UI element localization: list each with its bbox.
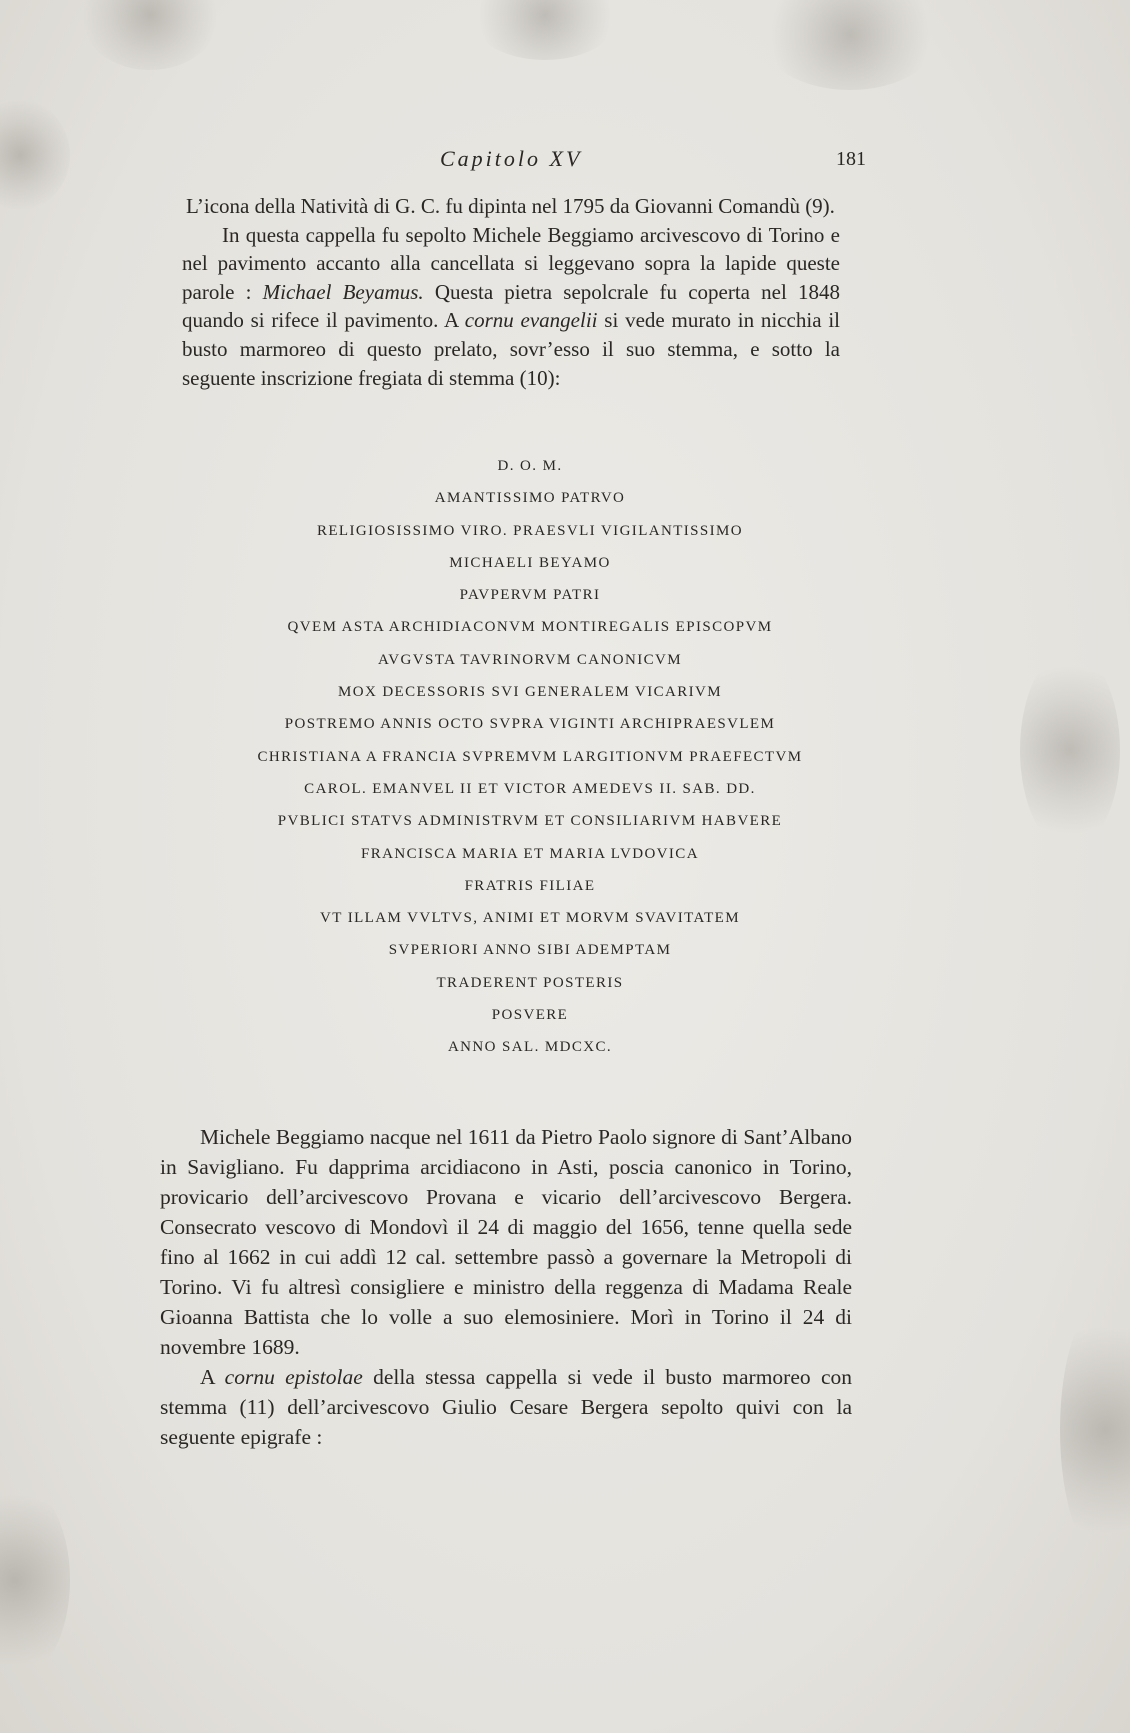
page-stain	[80, 0, 220, 70]
epitaph-line: ANNO SAL. MDCXC.	[447, 1039, 613, 1056]
epitaph-line: FRATRIS FILIAE	[464, 877, 596, 894]
paragraph-text: In questa cappella fu sepolto Michele Beggiamo arcivescovo di Torino e nel pavimento accanto alla cancellata si leggevano sopra la lapide queste parole :	[182, 222, 840, 304]
epitaph-inscription	[200, 450, 860, 1064]
page-stain	[1060, 1300, 1130, 1560]
epitaph-line: POSTREMO ANNIS OCTO SVPRA VIGINTI ARCHIPRAESVLEM	[284, 716, 776, 733]
epitaph-line: TRADERENT POSTERIS	[436, 974, 624, 991]
paragraph-text: Questa pietra sepolcrale fu coperta nel 1848 quando si rifece il pavimento. A	[182, 279, 840, 333]
paragraph-beggiamo-biography: Michele Beggiamo nacque nel 1611 da Pietro Paolo signore di Sant’Albano in Savigliano. Fu dapprima arcidiacono in Asti, poscia canonico in Torino, provicario dell’arcivescovo Provana e vicario dell’arcivescovo Bergera. Consecrato vescovo di Mondovì il 24 di maggio del 1656, tenne quella sede fino al 1662 in cui addì 12 cal. settembre passò a governare la Metropoli di Torino. Vi fu altresì consigliere e ministro della reggenza di Madama Reale Gioanna Battista che lo volle a suo elemosiniere. Morì in Torino il 24 di novembre 1689.	[160, 1125, 852, 1359]
page-number: 181	[836, 148, 866, 170]
epitaph-line: FRANCISCA MARIA ET MARIA LVDOVICA	[361, 845, 699, 862]
running-head	[0, 146, 1130, 176]
epitaph-line: PVBLICI STATVS ADMINISTRVM ET CONSILIARIVM HABVERE	[277, 813, 783, 830]
inscription-name: Michael Beyamus.	[262, 279, 424, 304]
paragraph-text: si vede murato in nicchia il busto marmoreo di questo prelato, sovr’esso il suo stemma, e sotto la seguente inscrizione fregiata di stemma (10):	[182, 308, 840, 390]
epitaph-line: AMANTISSIMO PATRVO	[434, 490, 626, 507]
biography-text	[160, 1122, 852, 1452]
latin-term: cornu evangelii	[464, 308, 598, 333]
page-stain	[470, 0, 620, 60]
page-stain	[1020, 650, 1120, 850]
epitaph-line: POSVERE	[491, 1007, 569, 1024]
epitaph-line: CAROL. EMANVEL II ET VICTOR AMEDEVS II. SAB. DD.	[304, 780, 756, 797]
epitaph-line: SVPERIORI ANNO SIBI ADEMPTAM	[388, 942, 672, 959]
epitaph-line: PAVPERVM PATRI	[459, 587, 601, 604]
epitaph-line: RELIGIOSISSIMO VIRO. PRAESVLI VIGILANTISSIMO	[316, 522, 744, 539]
paragraph-icon-nativita: L’icona della Natività di G. C. fu dipinta nel 1795 da Giovanni Comandù (9).	[186, 194, 835, 218]
epitaph-line: D. O. M.	[497, 458, 563, 474]
intro-text	[182, 192, 840, 392]
epitaph-line: AVGVSTA TAVRINORVM CANONICVM	[378, 651, 682, 668]
epitaph-line: MICHAELI BEYAMO	[449, 554, 611, 571]
epitaph-line: CHRISTIANA A FRANCIA SVPREMVM LARGITIONVM PRAEFECTVM	[257, 748, 803, 765]
page-stain	[0, 1480, 70, 1680]
paragraph-beggiamo-burial	[182, 221, 840, 393]
page-stain	[760, 0, 940, 90]
paragraph-bergera-bust	[160, 1362, 852, 1452]
epitaph-line: VT ILLAM VVLTVS, ANIMI ET MORVM SVAVITATEM	[320, 910, 740, 927]
paragraph-text: della stessa cappella si vede il busto marmoreo con stemma (11) dell’arcivescovo Giulio Cesare Bergera sepolto quivi con la seguente epigrafe :	[160, 1365, 852, 1449]
latin-term: cornu epistolae	[224, 1365, 363, 1389]
paragraph-text: A	[200, 1365, 225, 1389]
epitaph-line: QVEM ASTA ARCHIDIACONVM MONTIREGALIS EPISCOPVM	[287, 619, 773, 636]
chapter-title: Capitolo XV	[440, 146, 583, 171]
epitaph-line: MOX DECESSORIS SVI GENERALEM VICARIVM	[337, 684, 723, 701]
